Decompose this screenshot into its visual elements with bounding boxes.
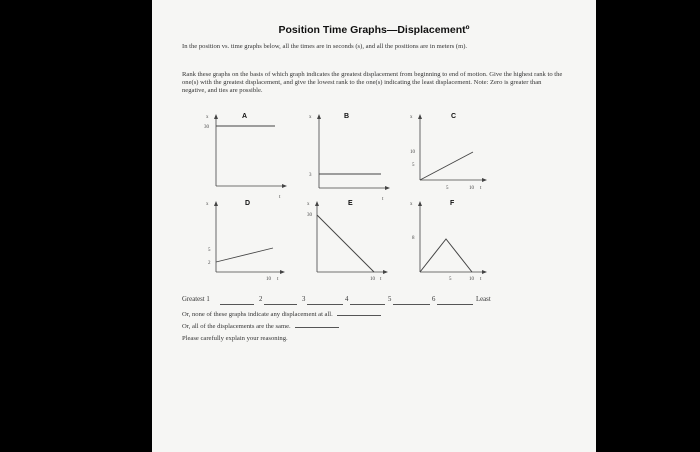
graph-c-y-tick-10: 10 xyxy=(410,150,415,155)
graph-d-label: D xyxy=(245,200,251,207)
graph-a-label: A xyxy=(242,113,248,120)
question-same-blank[interactable] xyxy=(295,327,339,328)
graph-a-x-axis-label: t xyxy=(279,195,281,200)
graph-b-y-axis-label: x xyxy=(309,115,312,120)
graph-a xyxy=(197,108,317,208)
graph-e-x-tick-10: 10 xyxy=(370,277,375,282)
graph-d-x-tick-10: 10 xyxy=(266,277,271,282)
graph-e-x-axis-label: t xyxy=(380,277,382,282)
graph-c-y-axis-label: x xyxy=(410,115,413,120)
graph-e xyxy=(298,195,418,295)
rank-2-label: 2 xyxy=(259,296,263,303)
graph-b-x-axis-label: t xyxy=(382,197,384,202)
question-none-text: Or, none of these graphs indicate any displacement at all. xyxy=(182,311,333,318)
graph-e-y-tick-30: 30 xyxy=(307,213,312,218)
ranking-row xyxy=(182,296,582,310)
graph-c-label: C xyxy=(451,113,457,120)
graph-d-y-tick-5: 5 xyxy=(208,248,211,253)
graph-c-x-tick-10: 10 xyxy=(469,186,474,191)
rank-4-label: 4 xyxy=(345,296,349,303)
question-same xyxy=(182,323,339,330)
question-explain: Please carefully explain your reasoning. xyxy=(182,335,288,342)
graph-d-y-tick-2: 2 xyxy=(208,261,211,266)
graph-e-label: E xyxy=(348,200,353,207)
graph-a-y-tick: 30 xyxy=(204,125,209,130)
instructions-text: Rank these graphs on the basis of which graph indicates the greatest displacement from beginning to end of motion. Give the highest rank to the one(s) with the greatest displacement, and give the lowest rank to the one(s) indicating the least displacement. Note: Zero is greater than negative, and ties are possible. xyxy=(182,71,563,94)
intro-text: In the position vs. time graphs below, all the times are in seconds (s), and all the positions are in meters (m). xyxy=(182,43,468,50)
graph-c xyxy=(401,108,521,208)
graph-d-line xyxy=(216,248,273,262)
graph-e-line xyxy=(317,215,374,272)
page-title: Position Time Graphs—Displacementº xyxy=(278,24,470,36)
graph-d-y-axis-label: x xyxy=(206,202,209,207)
graph-f-label: F xyxy=(450,200,455,207)
rank-5-label: 5 xyxy=(388,296,392,303)
rank-1-blank[interactable] xyxy=(220,304,254,305)
graph-b-y-tick: 3 xyxy=(309,173,312,178)
graph-c-x-tick-5: 5 xyxy=(446,186,449,191)
rank-5-blank[interactable] xyxy=(393,304,430,305)
graph-f-x-tick-5: 5 xyxy=(449,277,452,282)
graph-f xyxy=(401,195,521,295)
graph-b-label: B xyxy=(344,113,350,120)
rank-3-label: 3 xyxy=(302,296,306,303)
rank-6-blank[interactable] xyxy=(437,304,473,305)
graph-e-y-axis-label: x xyxy=(307,202,310,207)
graph-f-y-axis-label: x xyxy=(410,202,413,207)
graph-f-line xyxy=(420,239,472,272)
graph-c-line xyxy=(420,152,473,180)
question-none-blank[interactable] xyxy=(337,315,381,316)
rank-4-blank[interactable] xyxy=(350,304,385,305)
rank-2-blank[interactable] xyxy=(264,304,297,305)
rank-3-blank[interactable] xyxy=(307,304,343,305)
graph-f-x-tick-10: 10 xyxy=(469,277,474,282)
question-same-text: Or, all of the displacements are the same. xyxy=(182,323,291,330)
graph-d-x-axis-label: t xyxy=(277,277,279,282)
graph-c-x-axis-label: t xyxy=(480,186,482,191)
rank-6-label: 6 xyxy=(432,296,436,303)
graph-f-y-tick-8: 8 xyxy=(412,236,415,241)
worksheet-page xyxy=(152,0,596,452)
graph-f-x-axis-label: t xyxy=(480,277,482,282)
rank-least-label: Least xyxy=(476,296,491,303)
question-none xyxy=(182,311,381,318)
rank-greatest-label: Greatest 1 xyxy=(182,296,210,303)
graph-a-y-axis-label: x xyxy=(206,115,209,120)
graph-c-y-tick-5: 5 xyxy=(412,163,415,168)
